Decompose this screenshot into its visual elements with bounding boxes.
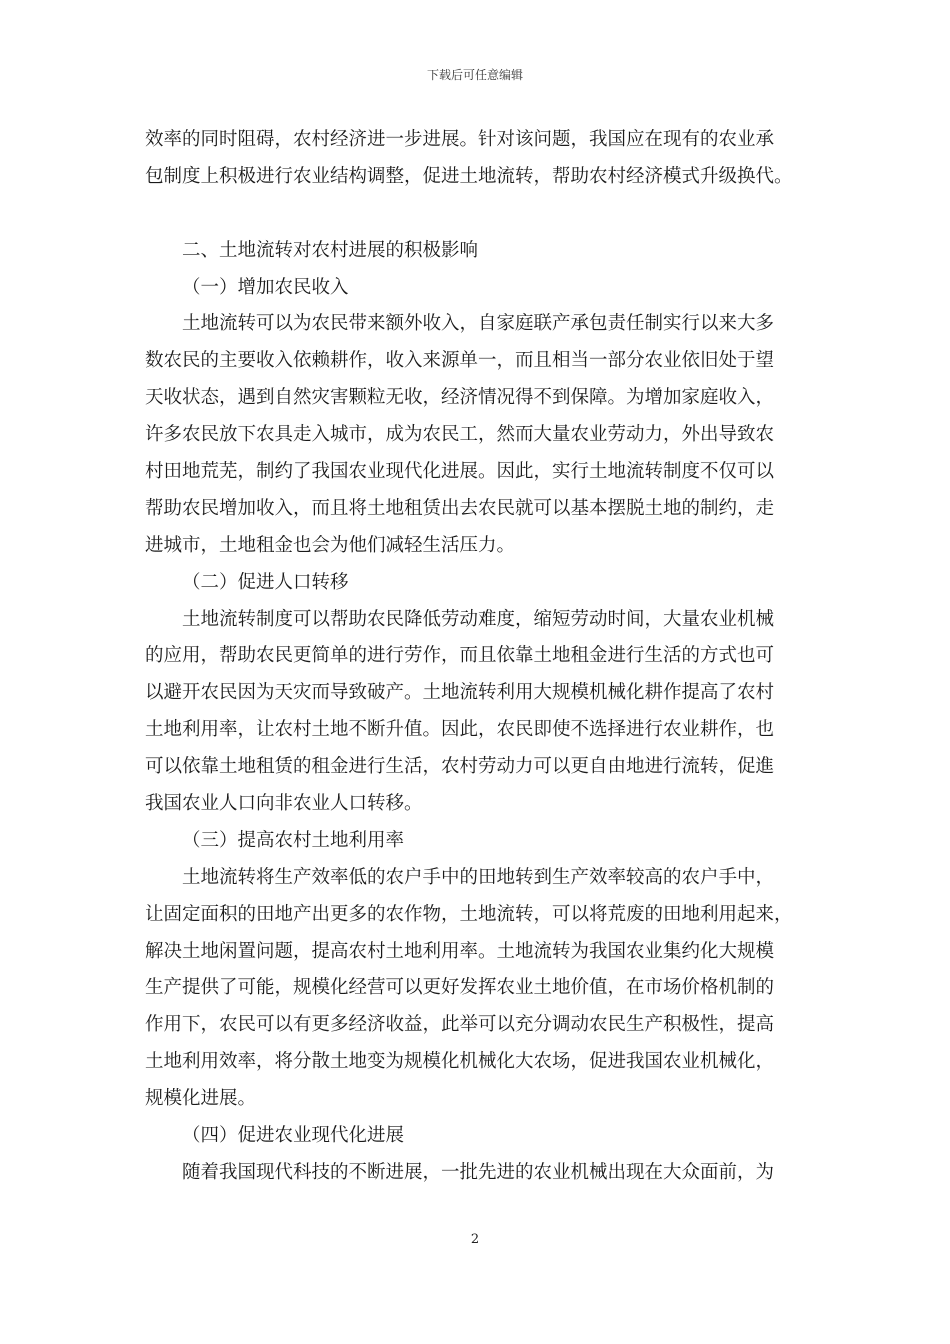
text-line: 土地流转制度可以帮助农民降低劳动难度，缩短劳动时间，大量农业机械 [182,608,775,630]
text-line: 解决土地闲置问题，提高农村土地利用率。土地流转为我国农业集约化大规模 [145,940,775,962]
text-line: 土地利用效率，将分散土地变为规模化机械化大农场，促进我国农业机械化， [145,1051,775,1073]
page-header: 下载后可任意编辑 [426,68,523,82]
text-line: 以避开农民因为天灾而导致破产。土地流转利用大规模机械化耕作提高了农村 [145,682,775,704]
text-line: 土地利用率，让农村土地不断升值。因此，农民即使不选择进行农业耕作，也 [145,719,775,741]
subsection-heading: （二）促进人口转移 [182,571,349,593]
text-line: 帮助农民增加收入，而且将土地租赁出去农民就可以基本摆脱土地的制约，走 [145,497,775,519]
text-line: 许多农民放下农具走入城市，成为农民工，然而大量农业劳动力，外出导致农 [145,424,775,446]
text-line: 生产提供了可能，规模化经营可以更好发挥农业土地价值，在市场价格机制的 [145,977,775,999]
section-heading: 二、土地流转对农村进展的积极影响 [182,239,479,261]
text-line: 作用下，农民可以有更多经济收益，此举可以充分调动农民生产积极性，提高 [145,1014,775,1036]
text-line: 的应用，帮助农民更简单的进行劳作，而且依靠土地租金进行生活的方式也可 [145,645,775,667]
text-line: 天收状态，遇到自然灾害颗粒无收，经济情况得不到保障。为增加家庭收入， [145,387,775,409]
text-line: 效率的同时阻碍，农村经济进一步进展。针对该问题，我国应在现有的农业承 [145,129,775,150]
text-line: 土地流转可以为农民带来额外收入，自家庭联产承包责任制实行以来大多 [182,313,775,335]
text-line: 包制度上积极进行农业结构调整，促进土地流转，帮助农村经济模式升级换代。 [145,165,793,187]
document-body [145,122,810,1192]
text-line: 可以依靠土地租赁的租金进行生活，农村劳动力可以更自由地进行流转，促進 [145,756,775,778]
subsection-heading: （一）增加农民收入 [182,276,349,298]
text-line: 随着我国现代科技的不断进展，一批先进的农业机械出现在大众面前，为 [182,1161,775,1183]
subsection-heading: （三）提高农村土地利用率 [182,829,405,851]
page-number: 2 [470,1232,480,1247]
text-line: 数农民的主要收入依赖耕作，收入来源单一，而且相当一部分农业依旧处于望 [145,350,775,372]
text-line: 进城市，土地租金也会为他们减轻生活压力。 [145,534,516,556]
text-line: 让固定面积的田地产出更多的农作物，土地流转，可以将荒废的田地利用起来， [145,903,793,925]
text-line: 我国农业人口向非农业人口转移。 [145,793,423,815]
paragraph-gap [145,196,810,233]
text-line: 规模化进展。 [145,1088,257,1110]
subsection-heading: （四）促进农业现代化进展 [182,1125,405,1147]
text-line: 村田地荒芜，制约了我国农业现代化进展。因此，实行土地流转制度不仅可以 [145,461,775,483]
text-line: 土地流转将生产效率低的农户手中的田地转到生产效率较高的农户手中， [182,866,775,888]
